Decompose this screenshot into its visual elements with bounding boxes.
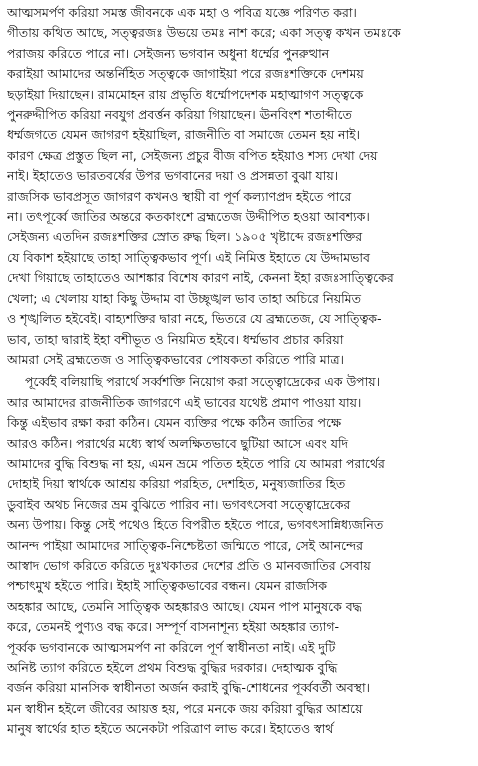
text-line: অন্য উপায়। কিন্তু সেই পথেও হিতে বিপরীত হইতে পারে, ভগবৎসান্নিধ্যজনিত	[7, 517, 384, 533]
text-line: আত্মসমর্পণ করিয়া সমস্ত জীবনকে এক মহা ও পবিত্র যজ্ঞে পরিণত করা।	[7, 5, 357, 20]
text-line: ছড়াইয়া দিয়াছেন। রামমোহন রায় প্রভৃতি ধর্ম্মোপদেশক মহাত্মাগণ সত্ত্বকে	[7, 86, 364, 102]
text-line: ধর্ম্মজগতে যেমন জাগরণ হইয়াছিল, রাজনীতি বা সমাজে তেমন হয় নাই।	[7, 127, 360, 143]
text-line: বর্জন করিয়া মানসিক স্বাধীনতা অর্জন করাই বুদ্ধি-শোধনের পূর্ব্ববর্তী অবস্থা।	[7, 680, 370, 696]
text-line: পুনরুদ্দীপিত করিয়া নবযুগ প্রবর্ত্তন করিয়া গিয়াছেন। ঊনবিংশ শতাব্দীতে	[7, 107, 352, 123]
text-line: কিন্তু এইভাব রক্ষা করা কঠিন। যেমন ব্যক্তির পক্ষে কঠিন জাতির পক্ষে	[7, 415, 342, 431]
text-line: ডুবাইব অথচ নিজের ভ্রম বুঝিতে পারিব না। ভগবৎসেবা সত্ত্বোদ্রেকের	[7, 496, 351, 512]
text-line: আর আমাদের রাজনীতিক জাগরণে এই ভাবের যথেষ্ট প্রমাণ পাওয়া যায়।	[7, 394, 362, 410]
text-line: আমরা সেই ব্রহ্মতেজ ও সাত্ত্বিকভাবের পোষকতা করিতে পারি মাত্র।	[7, 351, 344, 367]
text-line: করাইয়া আমাদের অন্তর্নিহিত সত্ত্বকে জাগাইয়া পরে রজঃশক্তিকে দেশময়	[7, 66, 364, 82]
text-line: পূর্ব্বক ভগবানকে আত্মসমর্পণ না করিলে পূর্ণ স্বাধীনতা নাই। এই দুটি	[7, 639, 336, 655]
text-line: মন স্বাধীন হইলে জীবের আয়ত্ত হয়, পরে মনকে জয় করিয়া বুদ্ধির আশ্রয়ে	[7, 700, 363, 716]
text-line: পূর্ব্বেই বলিয়াছি পরার্থে সর্ব্বশক্তি নিয়োগ করা সত্ত্বোদ্রেকের এক উপায়।	[25, 374, 380, 390]
text-line: অনিষ্ট ত্যাগ করিতে হইলে প্রথম বিশুদ্ধ বুদ্ধির দরকার। দেহাত্মক বুদ্ধি	[7, 660, 338, 675]
text-line: না। তৎপূর্ব্বে জাতির অন্তরে কতকাংশে ব্রহ্মতেজ উদ্দীপিত হওয়া আবশ্যক।	[7, 209, 370, 225]
text-line: অহঙ্কার আছে, তেমনি সাত্ত্বিক অহঙ্কারও আছে। যেমন পাপ মানুষকে বদ্ধ	[7, 598, 362, 614]
text-line: আরও কঠিন। পরার্থের মধ্যে স্বার্থ অলক্ষিতভাবে ছুটিয়া আসে এবং যদি	[7, 435, 349, 451]
text-line: খেলা; এ খেলায় যাহা কিছু উদ্দাম বা উচ্ছৃঙ্খল ভাব তাহা অচিরে নিয়মিত	[7, 290, 361, 306]
paragraph-2	[7, 372, 472, 739]
text-line: কারণ ক্ষেত্র প্রস্তুত ছিল না, সেইজন্য প্রচুর বীজ বপিত হইয়াও শস্য দেখা দেয়	[7, 147, 378, 163]
text-line: দোহাই দিয়া স্বার্থকে আশ্রয় করিয়া পরহিত, দেশহিত, মনুষ্যজাতির হিত	[7, 476, 346, 492]
text-line: আনন্দ পাইয়া আমাদের সাত্ত্বিক-নিশ্চেষ্টতা জন্মিতে পারে, সেই আনন্দের	[7, 537, 363, 553]
text-line: আস্বাদ ভোগ করিতে করিতে দুঃখকাতর দেশের প্রতি ও মানবজাতির সেবায়	[7, 557, 371, 573]
text-line: পশ্চাৎমুখ হইতে পারি। ইহাই সাত্ত্বিকভাবের বন্ধন। যেমন রাজসিক	[7, 578, 327, 594]
text-line: ভাব, তাহা দ্বারাই ইহা বশীভূত ও নিয়মিত হইবে। ধর্ম্মভাব প্রচার করিয়া	[7, 331, 344, 347]
text-line: করে, তেমনই পুণ্যও বদ্ধ করে। সম্পূর্ণ বাসনাশূন্য হইয়া অহঙ্কার ত্যাগ-	[7, 619, 339, 635]
text-line: যে বিকাশ হইয়াছে তাহা সাত্ত্বিকভাব পূর্ণ। এই নিমিত্ত ইহাতে যে উদ্দামভাব	[7, 249, 370, 265]
text-line: আমাদের বুদ্ধি বিশুদ্ধ না হয়, এমন ভ্রমে পতিত হইতে পারি যে আমরা পরার্থের	[7, 455, 385, 471]
text-line: রাজসিক ভাবপ্রসূত জাগরণ কখনও স্থায়ী বা পূর্ণ কল্যাণপ্রদ হইতে পারে	[7, 188, 352, 204]
text-line: মানুষ স্বার্থের হাত হইতে অনেকটা পরিত্রাণ লাভ করে। ইহাতেও স্বার্থ	[7, 721, 334, 737]
text-line: সেইজন্য এতদিন রজঃশক্তির স্রোত রুদ্ধ ছিল। ১৯০৫ খৃষ্টাব্দে রজঃশক্তির	[7, 229, 363, 245]
text-line: নাই। ইহাতেও ভারতবর্ষের উপর ভগবানের দয়া ও প্রসন্নতা বুঝা যায়।	[7, 168, 339, 184]
text-line: পরাজয় করিতে পারে না। সেইজন্য ভগবান অধুনা ধর্ম্মের পুনরুত্থান	[7, 45, 330, 61]
text-line: দেখা গিয়াছে তাহাতেও আশঙ্কার বিশেষ কারণ নাই, কেননা ইহা রজঃসাত্ত্বিকের	[7, 270, 394, 286]
text-line: ও শৃঙ্খলিত হইবেই। বাহ্যশক্তির দ্বারা নহে, ভিতরে যে ব্রহ্মতেজ, যে সাত্ত্বিক-	[7, 311, 382, 327]
text-line: গীতায় কথিত আছে, সত্ত্বরজঃ উভয়ে তমঃ নাশ করে; একা সত্ত্ব কখন তমঃকে	[7, 25, 401, 41]
paragraph-1	[7, 3, 472, 370]
